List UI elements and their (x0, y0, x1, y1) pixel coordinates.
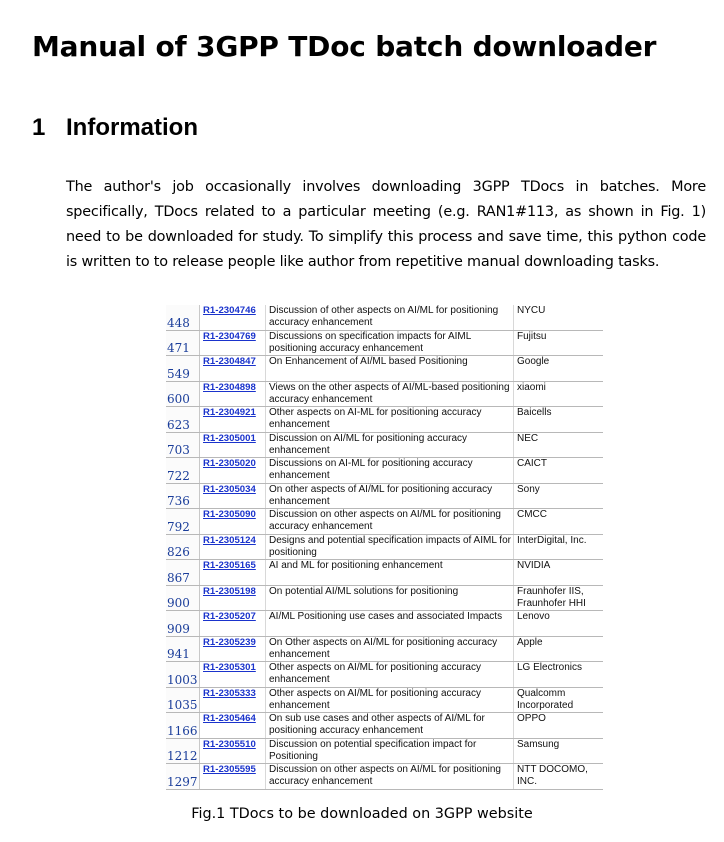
table-row (166, 662, 603, 688)
tdoc-link[interactable]: R1-2304769 (203, 330, 256, 342)
table-row (166, 356, 603, 382)
row-number: 736 (166, 483, 200, 509)
table-row (166, 483, 603, 509)
tdoc-source: NYCU (514, 305, 604, 330)
tdoc-title: Discussion of other aspects on AI/ML for positioning accuracy enhancement (266, 305, 514, 330)
tdoc-table-body (166, 305, 603, 789)
row-number: 826 (166, 534, 200, 560)
tdoc-id-cell (200, 305, 266, 330)
row-number: 1003 (166, 662, 200, 688)
table-row (166, 381, 603, 407)
tdoc-link[interactable]: R1-2305165 (203, 560, 256, 571)
tdoc-id-cell (200, 534, 266, 560)
tdoc-title: Other aspects on AI/ML for positioning accuracy enhancement (266, 662, 514, 688)
tdoc-source: Qualcomm Incorporated (514, 687, 604, 713)
tdoc-source: CAICT (514, 458, 604, 484)
tdoc-id-cell (200, 483, 266, 509)
tdoc-title: Discussion on AI/ML for positioning accuracy enhancement (266, 432, 514, 458)
row-number: 600 (166, 381, 200, 407)
tdoc-source: NVIDIA (514, 560, 604, 586)
tdoc-link[interactable]: R1-2305464 (203, 713, 256, 724)
tdoc-link[interactable]: R1-2305034 (203, 483, 256, 495)
table-row (166, 636, 603, 662)
tdoc-source: CMCC (514, 509, 604, 535)
tdoc-id-cell (200, 407, 266, 433)
tdoc-source: Sony (514, 483, 604, 509)
row-number: 941 (166, 636, 200, 662)
tdoc-link[interactable]: R1-2305301 (203, 662, 256, 673)
tdoc-title: Views on the other aspects of AI/ML-based positioning accuracy enhancement (266, 381, 514, 407)
tdoc-source: Apple (514, 636, 604, 662)
row-number: 471 (166, 330, 200, 356)
tdoc-link[interactable]: R1-2305207 (203, 611, 256, 622)
table-row (166, 585, 603, 611)
row-number: 1212 (166, 738, 200, 764)
tdoc-link[interactable]: R1-2305510 (203, 738, 256, 750)
tdoc-source: NEC (514, 432, 604, 458)
tdoc-id-cell (200, 381, 266, 407)
tdoc-source: Fraunhofer IIS, Fraunhofer HHI (514, 585, 604, 611)
tdoc-title: Discussion on potential specification impact for Positioning (266, 738, 514, 764)
table-row (166, 330, 603, 356)
figure-1 (166, 305, 597, 790)
tdoc-title: On potential AI/ML solutions for positioning (266, 585, 514, 611)
tdoc-link[interactable]: R1-2304898 (203, 381, 256, 393)
tdoc-link[interactable]: R1-2305239 (203, 636, 256, 648)
tdoc-id-cell (200, 713, 266, 739)
row-number: 703 (166, 432, 200, 458)
tdoc-id-cell (200, 509, 266, 535)
tdoc-link[interactable]: R1-2305020 (203, 458, 256, 469)
row-number: 909 (166, 611, 200, 637)
section-title: Information (66, 114, 198, 141)
tdoc-id-cell (200, 458, 266, 484)
tdoc-title: Other aspects on AI-ML for positioning accuracy enhancement (266, 407, 514, 433)
tdoc-id-cell (200, 738, 266, 764)
row-number: 722 (166, 458, 200, 484)
row-number: 623 (166, 407, 200, 433)
tdoc-id-cell (200, 764, 266, 790)
tdoc-id-cell (200, 432, 266, 458)
tdoc-link[interactable]: R1-2305124 (203, 534, 256, 546)
body-paragraph: The author's job occasionally involves downloading 3GPP TDocs in batches. More specifically, TDocs related to a particular meeting (e.g. RAN1#113, as shown in Fig. 1) need to be downloaded for study. To simplify this process and save time, this python code is written to to release people like author from repetitive manual downloading tasks. (66, 179, 706, 270)
tdoc-title: Other aspects on AI/ML for positioning accuracy enhancement (266, 687, 514, 713)
tdoc-source: InterDigital, Inc. (514, 534, 604, 560)
table-row (166, 687, 603, 713)
table-row (166, 432, 603, 458)
table-row (166, 407, 603, 433)
tdoc-id-cell (200, 662, 266, 688)
tdoc-id-cell (200, 330, 266, 356)
tdoc-id-cell (200, 560, 266, 586)
tdoc-title: Designs and potential specification impacts of AIML for positioning (266, 534, 514, 560)
table-row (166, 509, 603, 535)
tdoc-id-cell (200, 611, 266, 637)
tdoc-link[interactable]: R1-2305198 (203, 585, 256, 597)
tdoc-link[interactable]: R1-2305090 (203, 509, 256, 520)
tdoc-link[interactable]: R1-2304847 (203, 356, 256, 367)
tdoc-source: xiaomi (514, 381, 604, 407)
tdoc-link[interactable]: R1-2304921 (203, 407, 256, 418)
tdoc-source: LG Electronics (514, 662, 604, 688)
row-number: 1166 (166, 713, 200, 739)
row-number: 448 (166, 305, 200, 330)
tdoc-title: On sub use cases and other aspects of AI/ML for positioning accuracy enhancement (266, 713, 514, 739)
tdoc-title: On Other aspects on AI/ML for positioning accuracy enhancement (266, 636, 514, 662)
tdoc-source: Samsung (514, 738, 604, 764)
tdoc-title: On Enhancement of AI/ML based Positioning (266, 356, 514, 382)
tdoc-title: Discussions on specification impacts for AIML positioning accuracy enhancement (266, 330, 514, 356)
table-row (166, 534, 603, 560)
row-number: 792 (166, 509, 200, 535)
tdoc-source: OPPO (514, 713, 604, 739)
tdoc-title: On other aspects of AI/ML for positioning accuracy enhancement (266, 483, 514, 509)
tdoc-source: Google (514, 356, 604, 382)
row-number: 1035 (166, 687, 200, 713)
table-row (166, 713, 603, 739)
tdoc-source: Lenovo (514, 611, 604, 637)
tdoc-title: AI/ML Positioning use cases and associated Impacts (266, 611, 514, 637)
tdoc-link[interactable]: R1-2305333 (203, 687, 256, 699)
table-row (166, 611, 603, 637)
tdoc-link[interactable]: R1-2305595 (203, 764, 256, 775)
tdoc-id-cell (200, 585, 266, 611)
row-number: 900 (166, 585, 200, 611)
table-row (166, 560, 603, 586)
tdoc-id-cell (200, 687, 266, 713)
tdoc-link[interactable]: R1-2305001 (203, 432, 256, 444)
table-row (166, 764, 603, 790)
tdoc-id-cell (200, 636, 266, 662)
tdoc-source: NTT DOCOMO, INC. (514, 764, 604, 790)
row-number: 867 (166, 560, 200, 586)
table-row (166, 458, 603, 484)
tdoc-title: Discussion on other aspects on AI/ML for positioning accuracy enhancement (266, 509, 514, 535)
table-row (166, 738, 603, 764)
tdoc-title: AI and ML for positioning enhancement (266, 560, 514, 586)
figure-caption: Fig.1 TDocs to be downloaded on 3GPP website (191, 806, 533, 822)
row-number: 549 (166, 356, 200, 382)
tdoc-title: Discussions on AI-ML for positioning accuracy enhancement (266, 458, 514, 484)
tdoc-id-cell (200, 356, 266, 382)
tdoc-title: Discussion on other aspects on AI/ML for positioning accuracy enhancement (266, 764, 514, 790)
tdoc-table (166, 305, 603, 790)
table-row (166, 305, 603, 330)
row-number: 1297 (166, 764, 200, 790)
section-number: 1 (32, 114, 46, 141)
tdoc-link[interactable]: R1-2304746 (203, 305, 256, 316)
tdoc-source: Fujitsu (514, 330, 604, 356)
tdoc-source: Baicells (514, 407, 604, 433)
section-heading (32, 114, 198, 142)
document-title: Manual of 3GPP TDoc batch downloader (32, 30, 657, 63)
